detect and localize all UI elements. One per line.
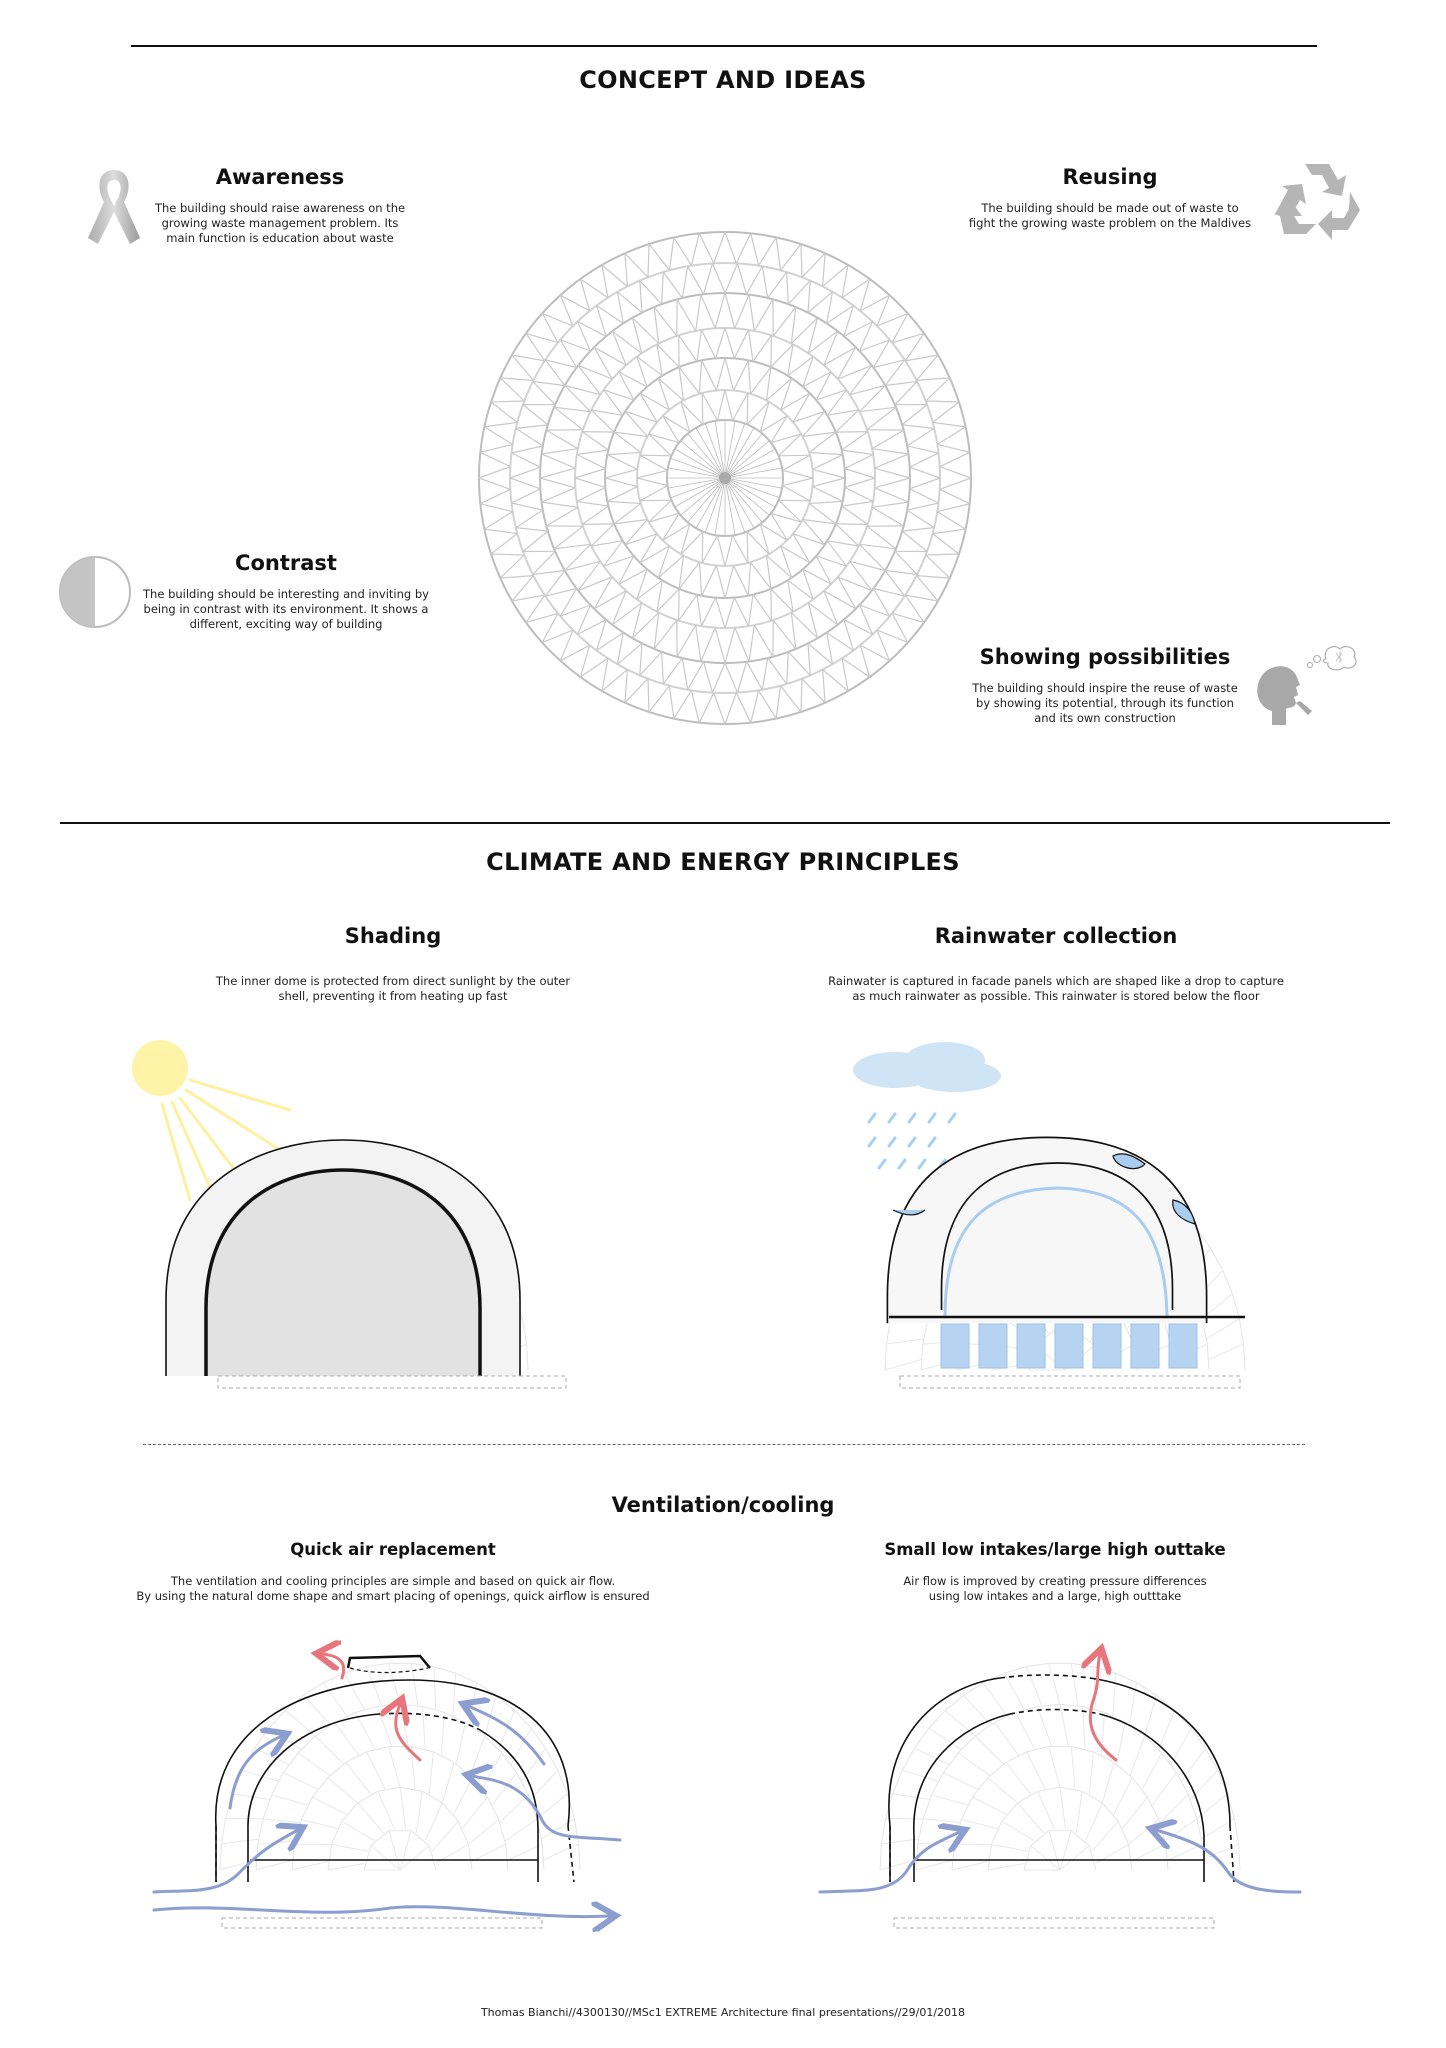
climate-rule xyxy=(60,822,1390,824)
contrast-text: The building should be interesting and inviting by being in contrast with its environment. It shows a different, exciting way of building xyxy=(143,587,429,631)
awareness-text: The building should raise awareness on the growing waste management problem. Its main function is education about waste xyxy=(154,201,406,245)
top-rule xyxy=(131,45,1317,47)
rainwater-text: Rainwater is captured in facade panels which are shaped like a drop to capture as much rainwater as possible. This rainwater is stored below the floor xyxy=(828,974,1284,1003)
thinking-head-icon xyxy=(1250,645,1360,725)
reusing-text: The building should be made out of waste to fight the growing waste problem on the Maldives xyxy=(968,201,1252,230)
contrast-circle-icon xyxy=(57,554,133,630)
shading-diagram xyxy=(120,1040,560,1390)
rainwater-title: Rainwater collection xyxy=(934,924,1178,948)
rainwater-diagram xyxy=(845,1040,1285,1390)
quick-air-title: Quick air replacement xyxy=(290,1540,496,1559)
concept-title: CONCEPT AND IDEAS xyxy=(579,66,867,94)
showing-possibilities-title: Showing possibilities xyxy=(979,645,1231,669)
dome-plan-drawing xyxy=(475,228,975,728)
contrast-title: Contrast xyxy=(235,551,337,575)
shading-text: The inner dome is protected from direct sunlight by the outer shell, preventing it from heating up fast xyxy=(215,974,571,1003)
shading-title: Shading xyxy=(344,924,442,948)
section-divider xyxy=(143,1444,1305,1445)
footer-credit: Thomas Bianchi//4300130//MSc1 EXTREME Architecture final presentations//29/01/2018 xyxy=(480,2006,966,2019)
showing-possibilities-text: The building should inspire the reuse of waste by showing its potential, through its function and its own construction xyxy=(972,681,1238,725)
recycle-icon xyxy=(1272,160,1362,242)
climate-title: CLIMATE AND ENERGY PRINCIPLES xyxy=(486,848,960,876)
reusing-title: Reusing xyxy=(1062,165,1158,189)
ventilation-title: Ventilation/cooling xyxy=(611,1493,835,1517)
intakes-title: Small low intakes/large high outtake xyxy=(884,1540,1226,1559)
intakes-diagram xyxy=(810,1640,1310,1930)
awareness-title: Awareness xyxy=(215,165,345,189)
quick-air-text: The ventilation and cooling principles are simple and based on quick air flow. By using the natural dome shape and smart placing of openings, quick airflow is ensured xyxy=(136,1574,650,1603)
intakes-text: Air flow is improved by creating pressure differences using low intakes and a large, high outttake xyxy=(903,1574,1207,1603)
quick-air-diagram xyxy=(150,1640,650,1930)
